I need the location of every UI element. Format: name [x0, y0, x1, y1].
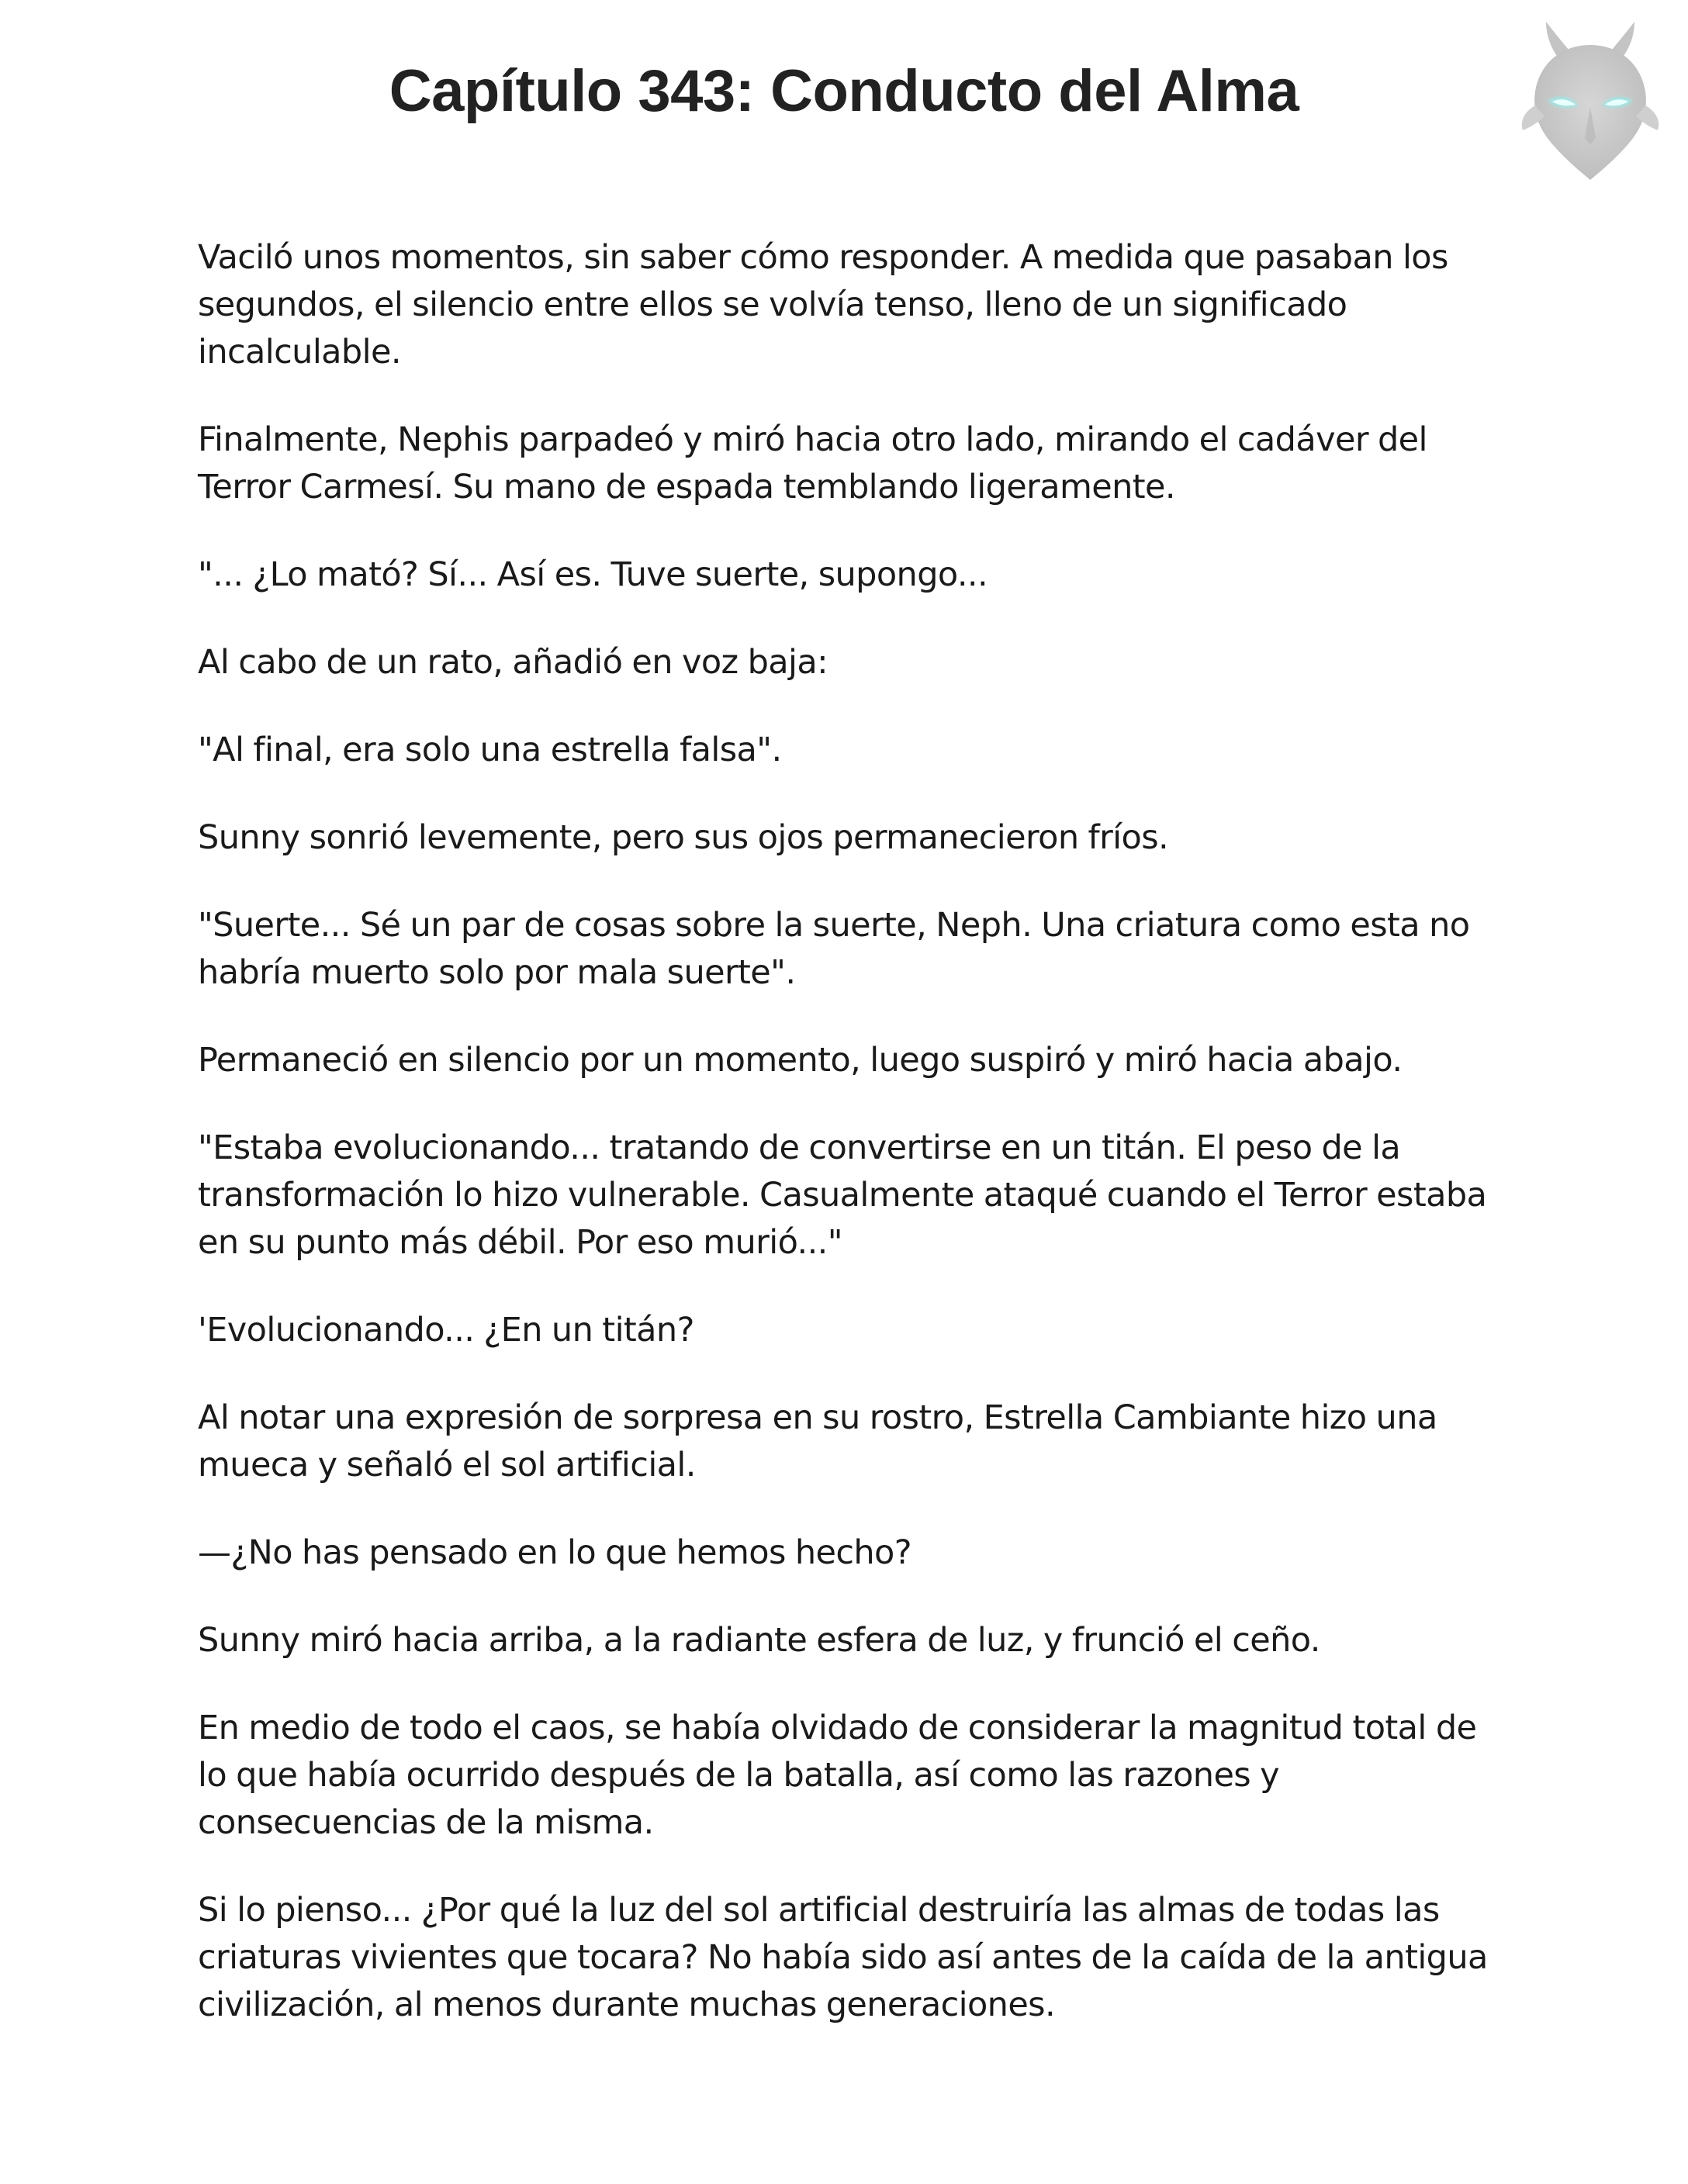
- paragraph-14: En medio de todo el caos, se había olvidado de considerar la magnitud total de lo que había ocurrido después de la batalla, así como las razones y consecuencias de la misma.: [198, 1709, 1477, 1842]
- paragraph-7: "Suerte... Sé un par de cosas sobre la suerte, Neph. Una criatura como esta no habría muerto solo por mala suerte".: [198, 906, 1470, 992]
- paragraph-4: Al cabo de un rato, añadió en voz baja:: [198, 643, 828, 682]
- paragraph-12: —¿No has pensado en lo que hemos hecho?: [198, 1533, 911, 1572]
- paragraph-1: Vaciló unos momentos, sin saber cómo responder. A medida que pasaban los segundos, el silencio entre ellos se volvía tenso, lleno de un significado incalculable.: [198, 238, 1448, 371]
- paragraph-10: 'Evolucionando... ¿En un titán?: [198, 1311, 694, 1349]
- paragraph-13: Sunny miró hacia arriba, a la radiante esfera de luz, y frunció el ceño.: [198, 1621, 1320, 1660]
- chapter-body: [198, 234, 1501, 2069]
- paragraph-2: Finalmente, Nephis parpadeó y miró hacia otro lado, mirando el cadáver del Terror Carmesí. Su mano de espada temblando ligeramente.: [198, 420, 1427, 506]
- demon-mask-logo-icon: [1517, 14, 1664, 188]
- paragraph-3: "... ¿Lo mató? Sí... Así es. Tuve suerte, supongo...: [198, 555, 988, 594]
- paragraph-8: Permaneció en silencio por un momento, luego suspiró y miró hacia abajo.: [198, 1041, 1403, 1080]
- paragraph-15: Si lo pienso... ¿Por qué la luz del sol artificial destruiría las almas de todas las criaturas vivientes que tocara? No había sido así antes de la caída de la antigua civilización, al menos durante muchas generaciones.: [198, 1891, 1488, 2024]
- chapter-title: Capítulo 343: Conducto del Alma: [389, 58, 1299, 124]
- paragraph-6: Sunny sonrió levemente, pero sus ojos permanecieron fríos.: [198, 818, 1169, 857]
- paragraph-5: "Al final, era solo una estrella falsa".: [198, 731, 782, 769]
- paragraph-11: Al notar una expresión de sorpresa en su rostro, Estrella Cambiante hizo una mueca y señaló el sol artificial.: [198, 1398, 1437, 1484]
- paragraph-9: "Estaba evolucionando... tratando de convertirse en un titán. El peso de la transformación lo hizo vulnerable. Casualmente ataqué cuando el Terror estaba en su punto más débil. Por eso murió...": [198, 1128, 1487, 1262]
